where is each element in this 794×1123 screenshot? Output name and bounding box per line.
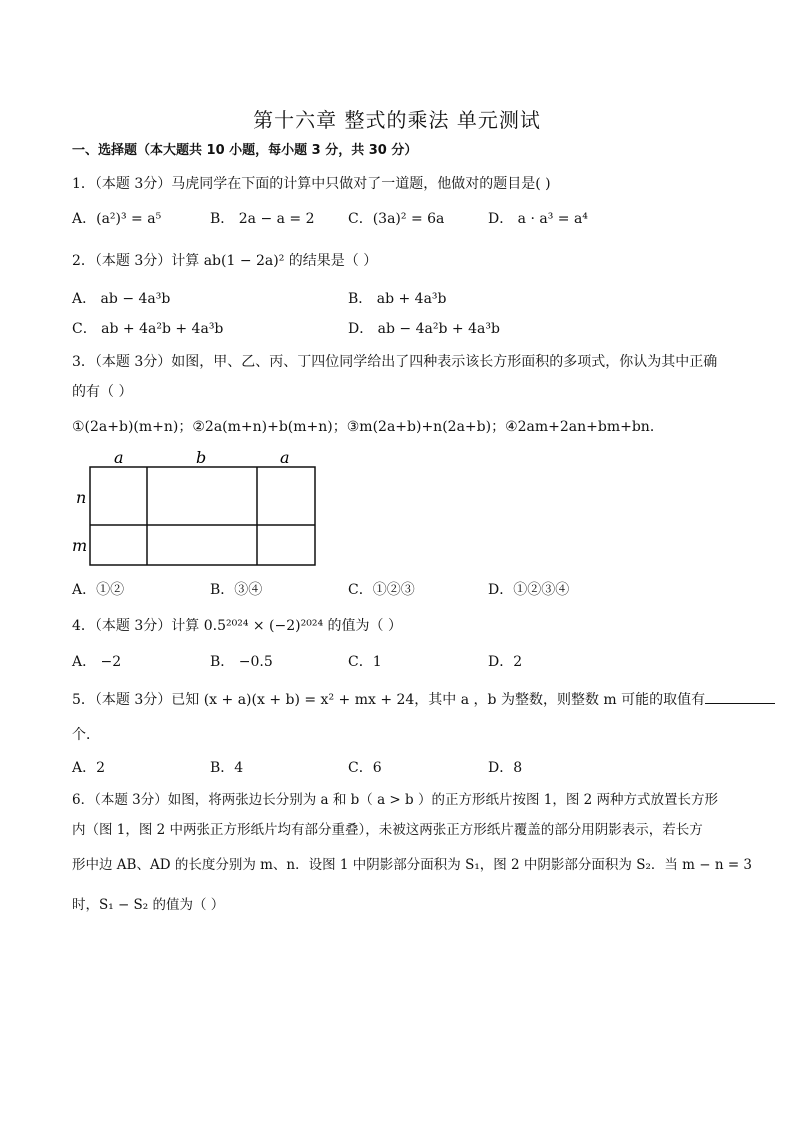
question-1-stem: 1．（本题 3分）马虎同学在下面的计算中只做对了一道题，他做对的题目是( ) (72, 176, 551, 192)
question-6-line3: 形中边 AB、AD 的长度分别为 m、n．设图 1 中阴影部分面积为 S₁，图 2 中阴影部分面积为 S₂．当 m − n = 3 (72, 857, 753, 873)
question-3-option-c[interactable]: C．①②③ (348, 582, 415, 598)
question-4-option-a[interactable]: A． −2 (72, 654, 122, 670)
question-1-option-a[interactable]: A．(a²)³ = a⁵ (72, 211, 162, 227)
question-5-option-d[interactable]: D．8 (488, 760, 523, 776)
question-2-stem: 2．（本题 3分）计算 ab(1 − 2a)² 的结果是（ ） (72, 253, 378, 269)
question-5-option-b[interactable]: B．4 (210, 760, 244, 776)
top-label-a-left: a (114, 448, 124, 467)
question-3-option-a[interactable]: A．①② (72, 582, 125, 598)
section-heading: 一、选择题（本大题共 10 小题，每小题 3 分，共 30 分） (72, 143, 418, 158)
left-label-n: n (76, 488, 87, 507)
question-5-option-c[interactable]: C．6 (348, 760, 382, 776)
question-6-line4: 时，S₁ − S₂ 的值为（ ） (72, 897, 225, 913)
rectangle-figure (68, 448, 328, 570)
top-label-a-right: a (280, 448, 290, 467)
question-2-option-a[interactable]: A． ab − 4a³b (72, 291, 171, 307)
question-4-stem: 4．（本题 3分）计算 0.5²⁰²⁴ × (−2)²⁰²⁴ 的值为（ ） (72, 618, 402, 634)
question-5-stem-text: 5．（本题 3分）已知 (x + a)(x + b) = x² + mx + 24，其中 a ，b 为整数，则整数 m 可能的取值有 (72, 692, 706, 708)
question-3-option-b[interactable]: B．③④ (210, 582, 263, 598)
top-label-b: b (196, 448, 207, 467)
question-1-option-b[interactable]: B． 2a − a = 2 (210, 211, 315, 227)
question-4-option-b[interactable]: B． −0.5 (210, 654, 273, 670)
question-2-option-c[interactable]: C． ab + 4a²b + 4a³b (72, 321, 224, 337)
question-5-option-a[interactable]: A．2 (72, 760, 106, 776)
page-title: 第十六章 整式的乘法 单元测试 (253, 108, 541, 132)
answer-blank[interactable] (705, 691, 775, 704)
question-1-option-d[interactable]: D． a · a³ = a⁴ (488, 211, 588, 227)
question-4-option-c[interactable]: C．1 (348, 654, 382, 670)
question-1-option-c[interactable]: C．(3a)² = 6a (348, 211, 445, 227)
question-4-option-d[interactable]: D．2 (488, 654, 523, 670)
question-2-option-d[interactable]: D． ab − 4a²b + 4a³b (348, 321, 500, 337)
question-3-stem-line1: 3．（本题 3分）如图，甲、乙、丙、丁四位同学给出了四种表示该长方形面积的多项式，你认为其中正确 (72, 354, 718, 370)
question-6-line1: 6．（本题 3分）如图，将两张边长分别为 a 和 b（ a > b ）的正方形纸片按图 1，图 2 两种方式放置长方形 (72, 792, 719, 808)
question-3-option-d[interactable]: D．①②③④ (488, 582, 570, 598)
question-5-stem (72, 689, 775, 709)
outer-rectangle (90, 467, 315, 565)
question-6-line2: 内（图 1，图 2 中两张正方形纸片均有部分重叠），未被这两张正方形纸片覆盖的部分用阴影表示，若长方 (72, 822, 703, 838)
question-3-stem-line2: 的有（ ） (72, 384, 133, 400)
question-5-stem-line2: 个． (72, 727, 100, 743)
question-3-expressions: ①(2a+b)(m+n)；②2a(m+n)+b(m+n)；③m(2a+b)+n(2a+b)；④2am+2an+bm+bn． (72, 419, 664, 435)
question-2-option-b[interactable]: B． ab + 4a³b (348, 291, 447, 307)
left-label-m: m (72, 536, 88, 555)
